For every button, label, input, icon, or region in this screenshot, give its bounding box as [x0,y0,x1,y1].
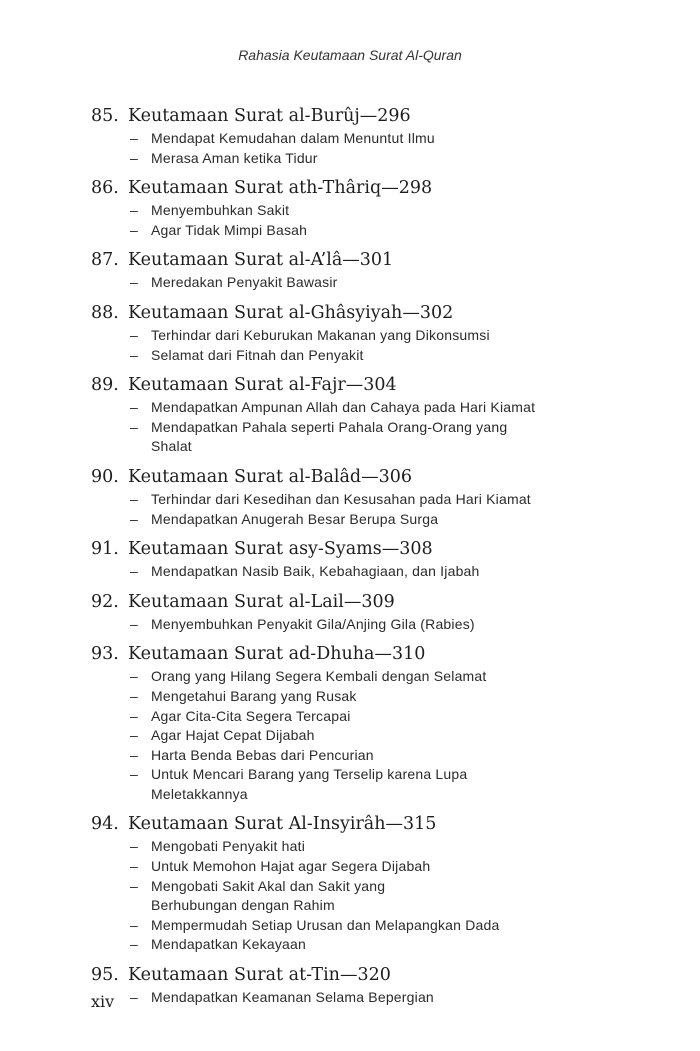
entry-title: Keutamaan Surat al-Balâd—306 [128,466,413,487]
list-item: – Mendapatkan Kekayaan [130,935,651,955]
entry-number: 85. [91,106,119,126]
entry-title: Keutamaan Surat al-Lail—309 [128,591,395,612]
toc-entry [91,590,651,635]
toc-entry [91,301,651,365]
entry-heading [91,373,651,398]
list-item: – Agar Cita-Cita Segera Tercapai [130,707,651,727]
list-item: – Merasa Aman ketika Tidur [130,149,651,169]
entry-subitems [91,988,651,1008]
list-item: – Harta Benda Bebas dari Pencurian [130,746,651,766]
toc-entry [91,104,651,168]
entry-subitems [91,201,651,240]
list-item: – Mendapatkan Pahala seperti Pahala Orang-Orang yang Shalat [130,418,551,457]
entry-heading [91,104,651,129]
page-number: xiv [91,992,115,1011]
entry-subitems [91,837,651,955]
entry-title: Keutamaan Surat ad-Dhuha—310 [128,644,426,665]
list-item: – Agar Hajat Cepat Dijabah [130,726,651,746]
entry-subitems [91,326,651,365]
entry-number: 88. [91,302,119,323]
entry-heading [91,537,651,562]
entry-subitems [91,490,651,529]
list-item: – Untuk Mencari Barang yang Terselip karena Lupa Meletakkannya [130,765,491,804]
table-of-contents [91,104,651,1016]
toc-entry [91,537,651,582]
entry-subitems [91,615,651,635]
entry-number: 94. [91,814,119,835]
entry-subitems [91,562,651,582]
entry-number: 91. [91,539,119,560]
list-item: – Mempermudah Setiap Urusan dan Melapangkan Dada [130,916,651,936]
entry-number: 95. [91,965,119,986]
toc-entry [91,465,651,529]
list-item: – Mengobati Penyakit hati [130,837,651,857]
list-item: – Terhindar dari Keburukan Makanan yang Dikonsumsi [130,326,651,346]
toc-entry [91,176,651,240]
list-item: – Selamat dari Fitnah dan Penyakit [130,346,651,366]
entry-number: 87. [91,250,119,271]
entry-subitems [91,667,651,804]
entry-heading [91,465,651,490]
list-item: – Mengetahui Barang yang Rusak [130,687,651,707]
list-item: – Menyembuhkan Penyakit Gila/Anjing Gila (Rabies) [130,615,651,635]
entry-subitems [91,129,651,168]
entry-title: Keutamaan Surat al-Ghâsyiyah—302 [128,302,454,323]
entry-number: 90. [91,466,119,487]
list-item: – Agar Tidak Mimpi Basah [130,221,651,241]
entry-title: Keutamaan Surat Al-Insyirâh—315 [128,814,437,835]
list-item: – Terhindar dari Kesedihan dan Kesusahan pada Hari Kiamat [130,490,651,510]
entry-subitems [91,398,651,457]
list-item: – Untuk Memohon Hajat agar Segera Dijabah [130,857,651,877]
entry-number: 93. [91,644,119,665]
entry-title: Keutamaan Surat al-Fajr—304 [128,375,397,396]
entry-title: Keutamaan Surat asy-Syams—308 [128,539,433,560]
toc-entry [91,642,651,804]
entry-heading [91,642,651,667]
entry-title: Keutamaan Surat ath-Thâriq—298 [128,178,433,199]
running-header: Rahasia Keutamaan Surat Al-Quran [238,47,462,63]
entry-subitems [91,273,651,293]
list-item: – Mendapat Kemudahan dalam Menuntut Ilmu [130,129,651,149]
entry-title: Keutamaan Surat al-A’lâ—301 [128,250,394,271]
list-item: – Mendapatkan Anugerah Besar Berupa Surga [130,510,651,530]
list-item: – Mendapatkan Keamanan Selama Bepergian [130,988,651,1008]
entry-heading [91,301,651,326]
entry-heading [91,176,651,201]
list-item: – Mendapatkan Ampunan Allah dan Cahaya pada Hari Kiamat [130,398,651,418]
entry-title: Keutamaan Surat al-Burûj—296 [128,106,411,126]
list-item: – Mendapatkan Nasib Baik, Kebahagiaan, dan Ijabah [130,562,651,582]
toc-entry [91,373,651,457]
entry-heading [91,590,651,615]
list-item: – Mengobati Sakit Akal dan Sakit yang Berhubungan dengan Rahim [130,877,451,916]
entry-number: 92. [91,591,119,612]
entry-number: 86. [91,178,119,199]
toc-entry [91,963,651,1008]
list-item: – Menyembuhkan Sakit [130,201,651,221]
toc-entry [91,248,651,293]
toc-entry [91,812,651,955]
entry-title: Keutamaan Surat at-Tin—320 [128,965,391,986]
list-item: – Orang yang Hilang Segera Kembali dengan Selamat [130,667,651,687]
list-item: – Meredakan Penyakit Bawasir [130,273,651,293]
entry-heading [91,812,651,837]
entry-heading [91,248,651,273]
entry-number: 89. [91,375,119,396]
entry-heading [91,963,651,988]
